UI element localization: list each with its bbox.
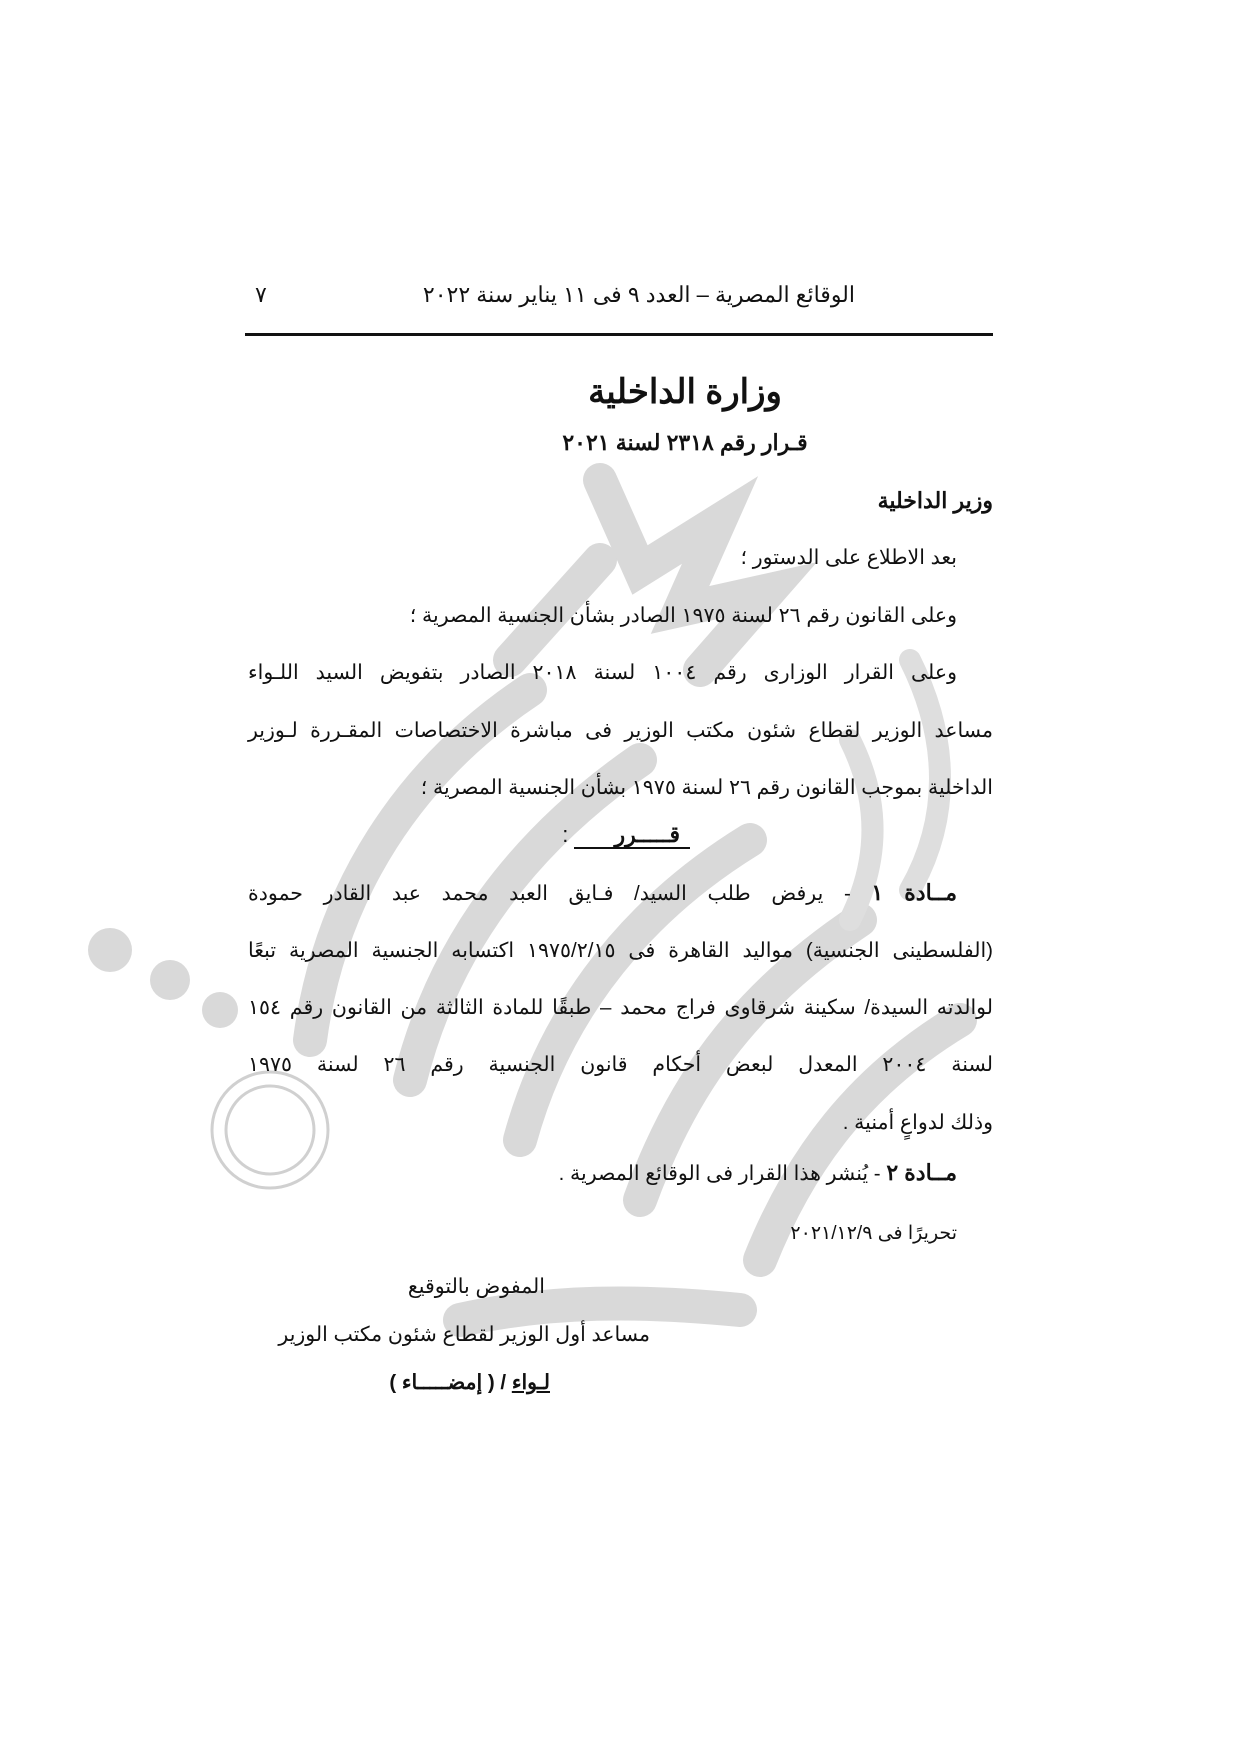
preamble-law: وعلى القانون رقم ٢٦ لسنة ١٩٧٥ الصادر بشأن الجنسية المصرية ؛: [409, 604, 957, 627]
signature-title: مساعد أول الوزير لقطاع شئون مكتب الوزير: [278, 1323, 650, 1346]
article1-label: مــادة ١: [871, 880, 957, 905]
ministry-title: وزارة الداخلية: [588, 373, 782, 411]
article2: [559, 1160, 957, 1186]
article1-line1: [248, 880, 957, 906]
gazette-header: [245, 282, 995, 322]
article1-line4: لسنة ٢٠٠٤ المعدل لبعض أحكام قانون الجنسية رقم ٢٦ لسنة ١٩٧٥: [248, 1053, 993, 1076]
signature-name: [389, 1370, 550, 1395]
article1-text1: - يرفض طلب السيد/ فـايق العبد محمد عبد القادر حمودة: [248, 882, 872, 905]
preamble-decree-line3: الداخلية بموجب القانون رقم ٢٦ لسنة ١٩٧٥ بشأن الجنسية المصرية ؛: [420, 776, 993, 799]
article1-line2: (الفلسطينى الجنسية) مواليد القاهرة فى ١٩٧٥/٢/١٥ اكتسابه الجنسية المصرية تبعًا: [248, 939, 993, 962]
signature-mark: / ( إمضـــــاء ): [389, 1371, 512, 1394]
article2-text: - يُنشر هذا القرار فى الوقائع المصرية .: [558, 1162, 887, 1185]
article1-line3: لوالدته السيدة/ سكينة شرقاوى فراج محمد – طبقًا للمادة الثالثة من القانون رقم ١٥٤: [248, 996, 993, 1019]
signature-rank: لـواء: [511, 1371, 550, 1394]
article2-label: مــادة ٢: [886, 1160, 957, 1185]
preamble-decree-line2: مساعد الوزير لقطاع شئون مكتب الوزير فى مباشرة الاختصاصات المقـررة لـوزير: [248, 719, 993, 742]
decided-word: قـــــرر: [574, 822, 690, 849]
dated-line: تحريرًا فى ٢٠٢١/١٢/٩: [790, 1223, 957, 1244]
decided-heading: [562, 822, 690, 848]
page-number: ٧: [255, 282, 267, 307]
stamp-watermark-icon: [80, 440, 1080, 1420]
article1-line5: وذلك لدواعٍ أمنية .: [842, 1111, 993, 1134]
header-divider: [245, 333, 993, 336]
preamble-constitution: بعد الاطلاع على الدستور ؛: [740, 546, 957, 569]
signature-authorized: المفوض بالتوقيع: [407, 1275, 545, 1298]
gazette-issue-title: الوقائع المصرية – العدد ٩ فى ١١ يناير سنة ٢٠٢٢: [422, 282, 855, 307]
preamble-decree-line1: وعلى القرار الوزارى رقم ١٠٠٤ لسنة ٢٠١٨ الصادر بتفويض السيد اللـواء: [248, 661, 957, 684]
minister-heading: وزير الداخلية: [877, 488, 993, 513]
decree-title: قـرار رقم ٢٣١٨ لسنة ٢٠٢١: [562, 430, 808, 455]
decided-colon: :: [562, 822, 569, 847]
